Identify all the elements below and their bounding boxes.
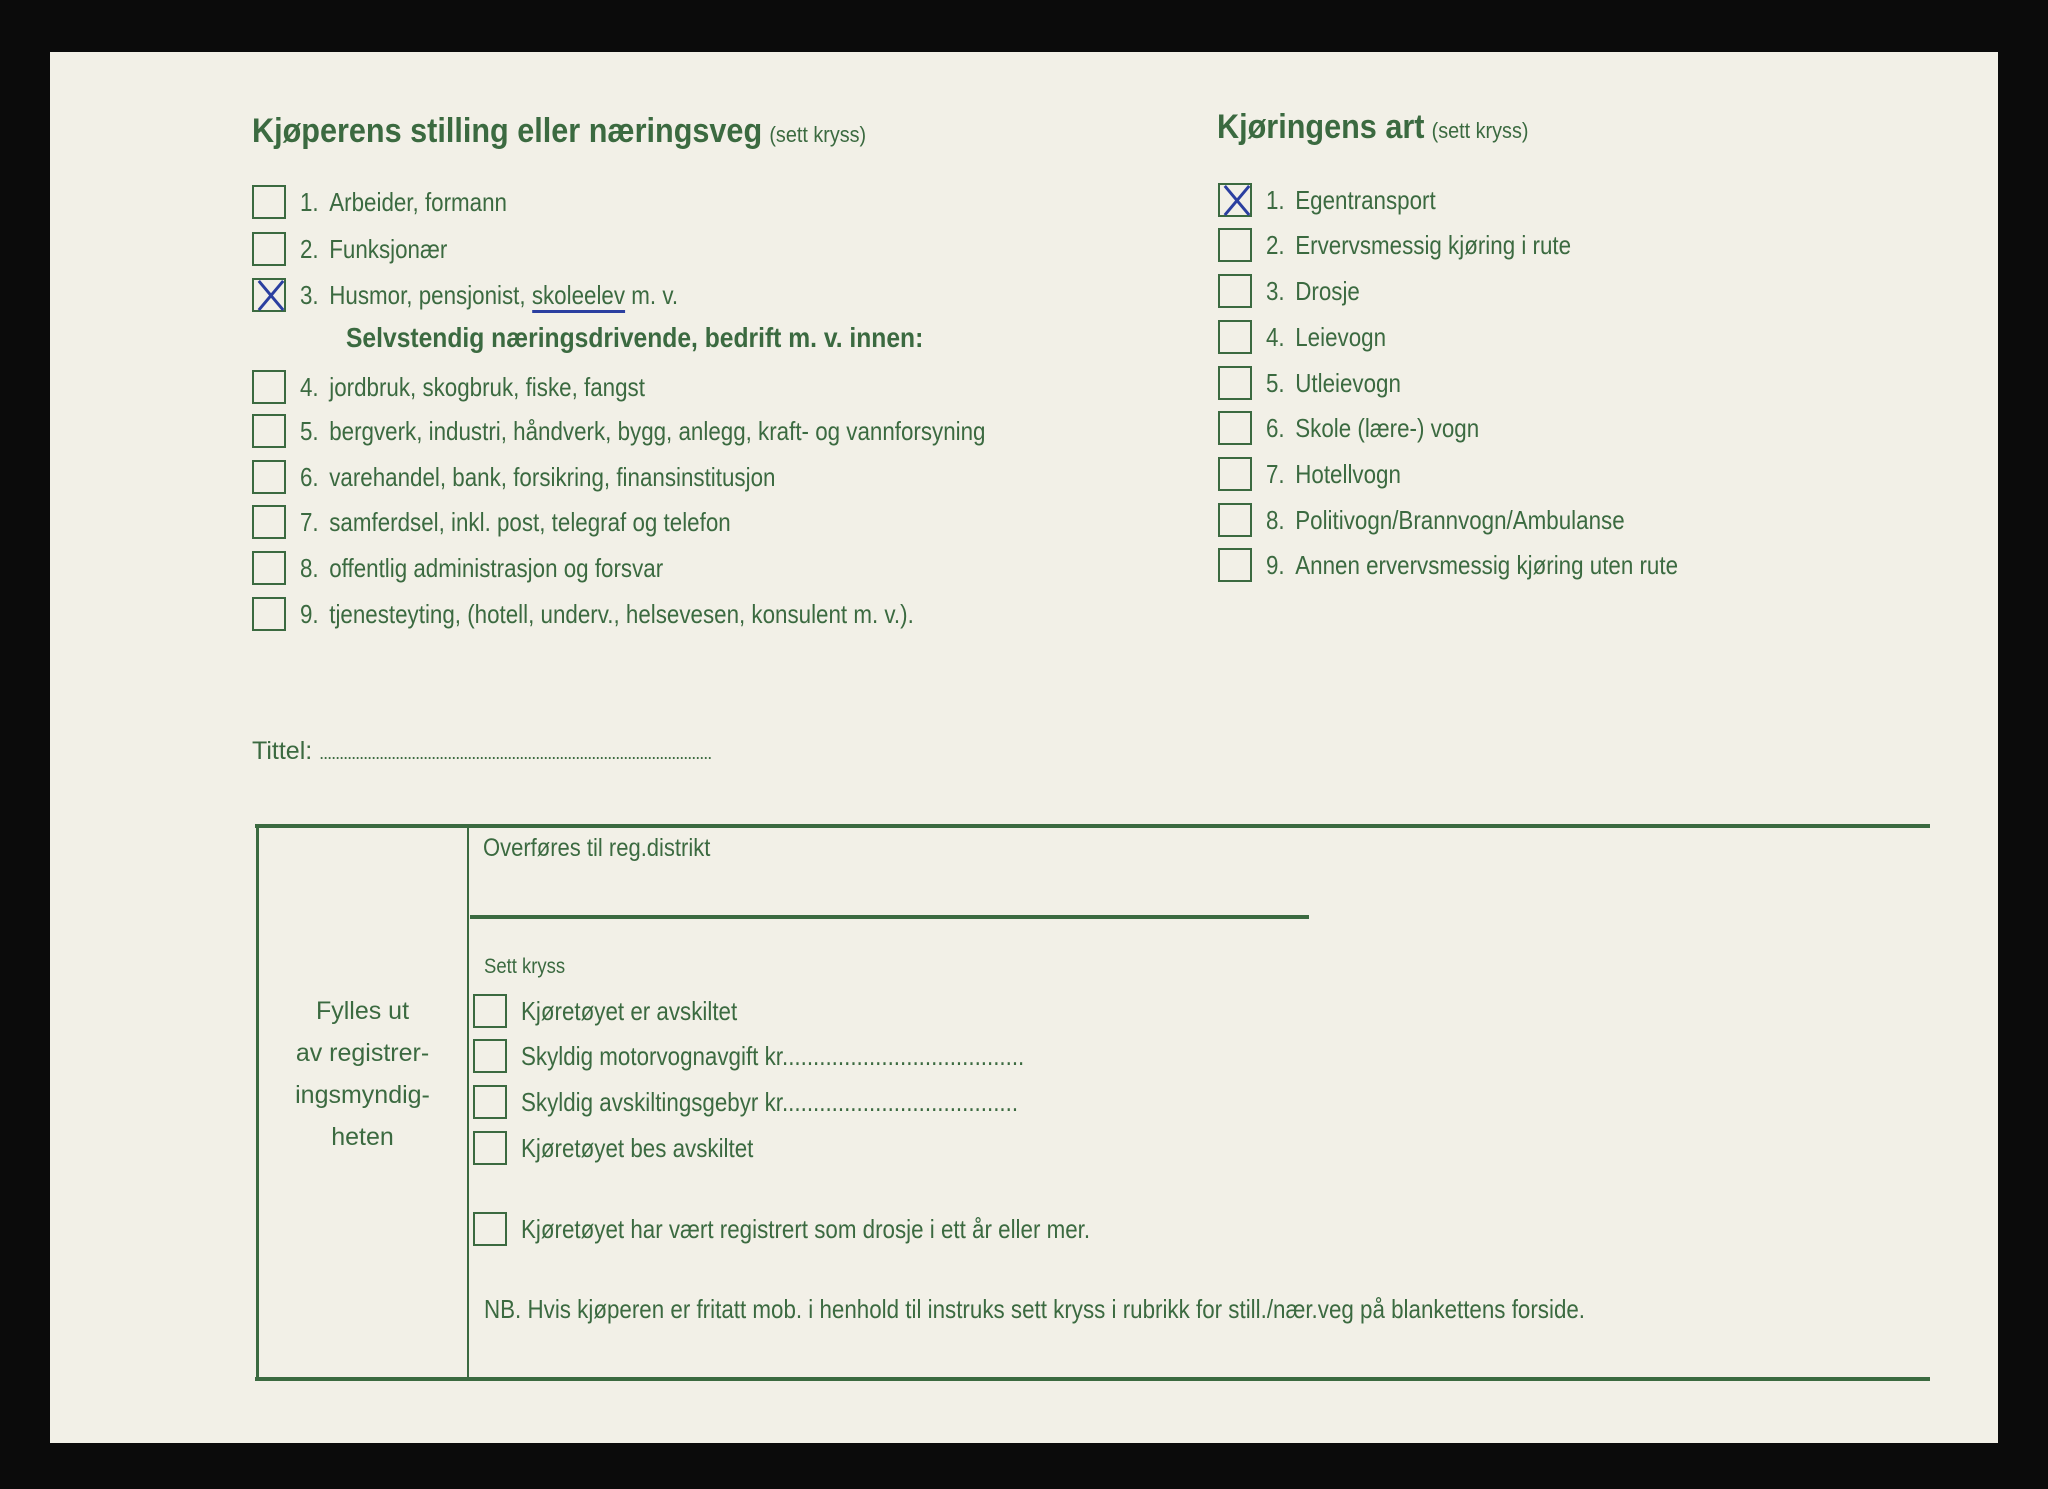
driving-option-3[interactable] [1218,272,1375,310]
option-text: samferdsel, inkl. post, telegraf og telefon [329,506,731,537]
option-text: Funksjonær [329,233,448,264]
option-number: 5. [300,415,319,446]
option-label [300,234,447,265]
checkbox[interactable] [473,1085,507,1119]
option-label [300,416,986,447]
option-number: 4. [1266,321,1285,352]
option-label [1266,459,1401,490]
checkbox[interactable] [252,551,286,585]
option-label [300,372,645,403]
option-text: Politivogn/Brannvogn/Ambulanse [1295,504,1625,535]
option-number: 2. [1266,229,1285,260]
option-label [300,187,507,218]
option-number: 1. [300,186,319,217]
buyer-section-heading [252,112,866,151]
option-label [1266,505,1625,536]
driving-option-4[interactable] [1218,318,1406,356]
business-option-5[interactable] [252,412,1097,450]
box-bottom-rule [255,1377,1930,1381]
option-label [1266,185,1436,216]
buyer-option-2[interactable] [252,230,471,268]
registry-option-1[interactable] [473,992,772,1030]
side-label-line: ingsmyndig- [295,1081,430,1109]
transfer-line [470,915,1309,919]
nb-note: NB. Hvis kjøperen er fritatt mob. i henhold til instruks sett kryss i rubrikk for still./nær.veg på blankettens forside. [484,1294,1586,1324]
side-label-line: Fylles ut [315,997,410,1025]
heading-note: (sett kryss) [769,122,867,147]
option-text: offentlig administrasjon og forsvar [329,552,664,583]
title-label: Tittel: [252,737,313,765]
driving-option-8[interactable] [1218,501,1683,539]
option-number: 3. [1266,275,1285,306]
option-number: 7. [1266,458,1285,489]
option-text: Skole (lære-) vogn [1295,412,1480,443]
underlined-text: skoleelev [532,280,625,313]
option-number: 6. [300,461,319,492]
option-text: Drosje [1295,275,1360,306]
checkbox[interactable] [1218,411,1252,445]
business-option-9[interactable] [252,595,1014,633]
title-field[interactable] [252,737,711,766]
title-dotted-line[interactable]: .................................................................................................. [319,743,712,763]
option-text: m. v. [625,279,679,310]
option-text: Kjøretøyet bes avskiltet [521,1132,754,1163]
business-option-8[interactable] [252,549,722,587]
option-label [1266,322,1386,353]
driving-option-2[interactable] [1218,226,1621,264]
registry-option-4[interactable] [473,1129,791,1167]
driving-option-5[interactable] [1218,364,1423,402]
option-number: 8. [1266,504,1285,535]
driving-option-7[interactable] [1218,455,1423,493]
driving-option-1[interactable] [1218,181,1463,219]
option-number: 5. [1266,367,1285,398]
option-number: 3. [300,279,319,310]
option-text: Husmor, pensjonist, [329,279,532,310]
option-label [300,462,775,493]
option-label [300,599,914,630]
checkbox[interactable] [473,1131,507,1165]
option-text: Hotellvogn [1295,458,1401,489]
checkbox[interactable] [1218,228,1252,262]
option-number: 9. [300,598,319,629]
business-option-7[interactable] [252,503,801,541]
box-top-rule [255,824,1930,828]
driving-option-9[interactable] [1218,546,1745,584]
registry-option-2[interactable] [473,1037,1106,1075]
registry-option-5[interactable] [473,1210,1183,1248]
option-text: tjenesteyting, (hotell, underv., helsevesen, konsulent m. v.). [329,598,914,629]
checkbox[interactable] [473,994,507,1028]
heading-text: Kjøringens art [1217,108,1425,146]
business-option-4[interactable] [252,368,701,406]
heading-note: (sett kryss) [1431,118,1529,143]
checkbox[interactable] [252,414,286,448]
heading-text: Kjøperens stilling eller næringsveg [252,112,763,150]
option-text: Annen ervervsmessig kjøring uten rute [1295,549,1679,580]
driving-section-heading [1217,108,1528,147]
checkbox[interactable] [1218,320,1252,354]
business-option-6[interactable] [252,458,853,496]
checkbox[interactable] [252,597,286,631]
checkbox[interactable] [1218,274,1252,308]
driving-option-6[interactable] [1218,409,1514,447]
checkbox[interactable] [1218,366,1252,400]
option-number: 2. [300,233,319,264]
sett-kryss-label: Sett kryss [484,955,566,978]
buyer-option-1[interactable] [252,183,541,221]
option-text[interactable]: Skyldig motorvognavgift kr....................................... [521,1040,1025,1071]
checkbox-checked[interactable] [1218,183,1252,217]
buyer-option-3[interactable] [252,276,740,314]
option-text: varehandel, bank, forsikring, finansinstitusjon [329,461,776,492]
option-number: 7. [300,506,319,537]
registry-side-label [257,990,468,1158]
checkbox[interactable] [1218,548,1252,582]
option-text: Ervervsmessig kjøring i rute [1295,229,1572,260]
side-label-line: heten [331,1123,394,1151]
registry-option-3[interactable] [473,1083,1099,1121]
checkbox[interactable] [473,1039,507,1073]
option-text: Kjøretøyet er avskiltet [521,995,738,1026]
option-text: jordbruk, skogbruk, fiske, fangst [329,371,645,402]
option-text: Leievogn [1295,321,1387,352]
option-number: 1. [1266,184,1285,215]
checkbox[interactable] [1218,503,1252,537]
option-label [1266,276,1360,307]
side-label-line: av registrer- [295,1039,430,1067]
checkbox[interactable] [252,232,286,266]
checkbox[interactable] [473,1212,507,1246]
checkbox[interactable] [252,505,286,539]
option-label [300,507,731,538]
option-text[interactable]: Skyldig avskiltingsgebyr kr...................................... [521,1086,1019,1117]
option-number: 6. [1266,412,1285,443]
checkbox[interactable] [252,460,286,494]
business-subheading: Selvstendig næringsdrivende, bedrift m. v. innen: [346,322,924,353]
option-label [300,280,678,311]
option-label [1266,368,1401,399]
option-label [1266,230,1571,261]
option-text: Egentransport [1295,184,1436,215]
checkbox[interactable] [252,370,286,404]
option-text: Kjøretøyet har vært registrert som drosje i ett år eller mer. [521,1213,1091,1244]
transfer-label: Overføres til reg.distrikt [483,834,711,862]
option-label [1266,550,1678,581]
option-number: 9. [1266,549,1285,580]
option-text: Arbeider, formann [329,186,507,217]
checkbox[interactable] [1218,457,1252,491]
option-text: Utleievogn [1295,367,1401,398]
option-label [300,553,663,584]
checkbox-checked[interactable] [252,278,286,312]
option-number: 8. [300,552,319,583]
checkbox[interactable] [252,185,286,219]
option-text: bergverk, industri, håndverk, bygg, anlegg, kraft- og vannforsyning [329,415,986,446]
option-label [1266,413,1479,444]
option-number: 4. [300,371,319,402]
